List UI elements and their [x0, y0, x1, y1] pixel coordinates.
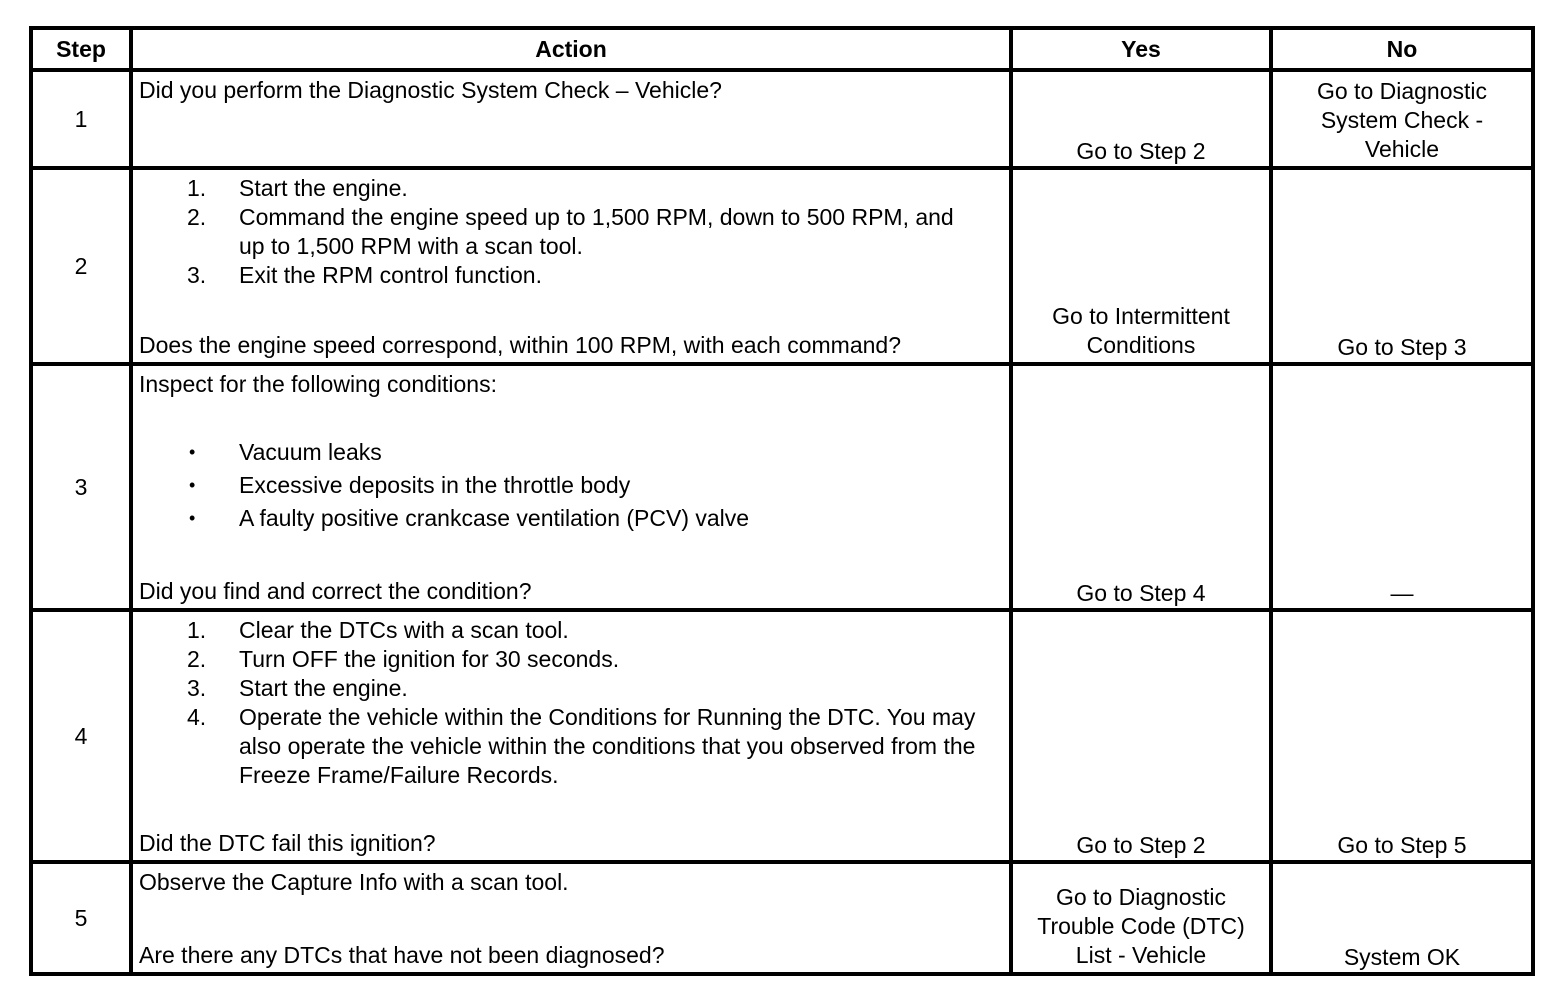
table-row [31, 168, 1533, 364]
action-step: 3. Start the engine. [187, 675, 408, 701]
yes-result: Go to Step 2 [1011, 70, 1271, 168]
step-number: 4 [31, 610, 131, 862]
list-item: • Vacuum leaks [139, 436, 1003, 469]
action-step: 2. Command the engine speed up to 1,500 RPM, down to 500 RPM, and up to 1,500 RPM with a scan tool. [187, 204, 954, 259]
action-cell [131, 70, 1011, 168]
no-result: — [1271, 364, 1533, 610]
action-steps [139, 174, 1003, 290]
action-step: 3. Exit the RPM control function. [187, 262, 542, 288]
action-intro: Inspect for the following conditions: [139, 371, 497, 397]
action-step: 2. Turn OFF the ignition for 30 seconds. [187, 646, 620, 672]
header-step: Step [31, 28, 131, 70]
yes-result: Go to Step 2 [1011, 610, 1271, 862]
no-result: System OK [1271, 862, 1533, 974]
action-cell [131, 168, 1011, 364]
yes-result: Go to Intermittent Conditions [1011, 168, 1271, 364]
header-no: No [1271, 28, 1533, 70]
bullet-icon: • [189, 475, 196, 495]
list-item: • A faulty positive crankcase ventilation (PCV) valve [139, 502, 1003, 535]
list-item: • Excessive deposits in the throttle body [139, 469, 1003, 502]
action-question: Did the DTC fail this ignition? [139, 830, 436, 856]
action-question: Does the engine speed correspond, within 100 RPM, with each command? [139, 332, 901, 358]
bullet-icon: • [189, 442, 196, 462]
action-cell [131, 862, 1011, 974]
no-result: Go to Step 5 [1271, 610, 1533, 862]
step-number: 5 [31, 862, 131, 974]
action-question: Did you perform the Diagnostic System Check – Vehicle? [139, 77, 722, 103]
action-intro: Observe the Capture Info with a scan tool. [139, 869, 569, 895]
condition-list [139, 436, 1003, 535]
action-cell [131, 364, 1011, 610]
header-yes: Yes [1011, 28, 1271, 70]
action-question: Are there any DTCs that have not been diagnosed? [139, 942, 665, 968]
yes-result: Go to Diagnostic Trouble Code (DTC) List - Vehicle [1011, 862, 1271, 974]
table-row [31, 610, 1533, 862]
bullet-icon: • [189, 508, 196, 528]
action-question: Did you find and correct the condition? [139, 578, 532, 604]
step-number: 2 [31, 168, 131, 364]
action-cell [131, 610, 1011, 862]
header-row [31, 28, 1533, 70]
action-steps [139, 616, 1003, 790]
no-result: Go to Step 3 [1271, 168, 1533, 364]
action-step: 4. Operate the vehicle within the Conditions for Running the DTC. You may also operate the vehicle within the conditions that you observed from the Freeze Frame/Failure Records. [187, 704, 976, 788]
action-step: 1. Clear the DTCs with a scan tool. [187, 617, 569, 643]
table-row [31, 364, 1533, 610]
diagnostic-table [29, 26, 1535, 976]
no-result: Go to Diagnostic System Check - Vehicle [1271, 70, 1533, 168]
action-step: 1. Start the engine. [187, 175, 408, 201]
table-row [31, 862, 1533, 974]
yes-result: Go to Step 4 [1011, 364, 1271, 610]
step-number: 1 [31, 70, 131, 168]
header-action: Action [131, 28, 1011, 70]
table-row [31, 70, 1533, 168]
step-number: 3 [31, 364, 131, 610]
